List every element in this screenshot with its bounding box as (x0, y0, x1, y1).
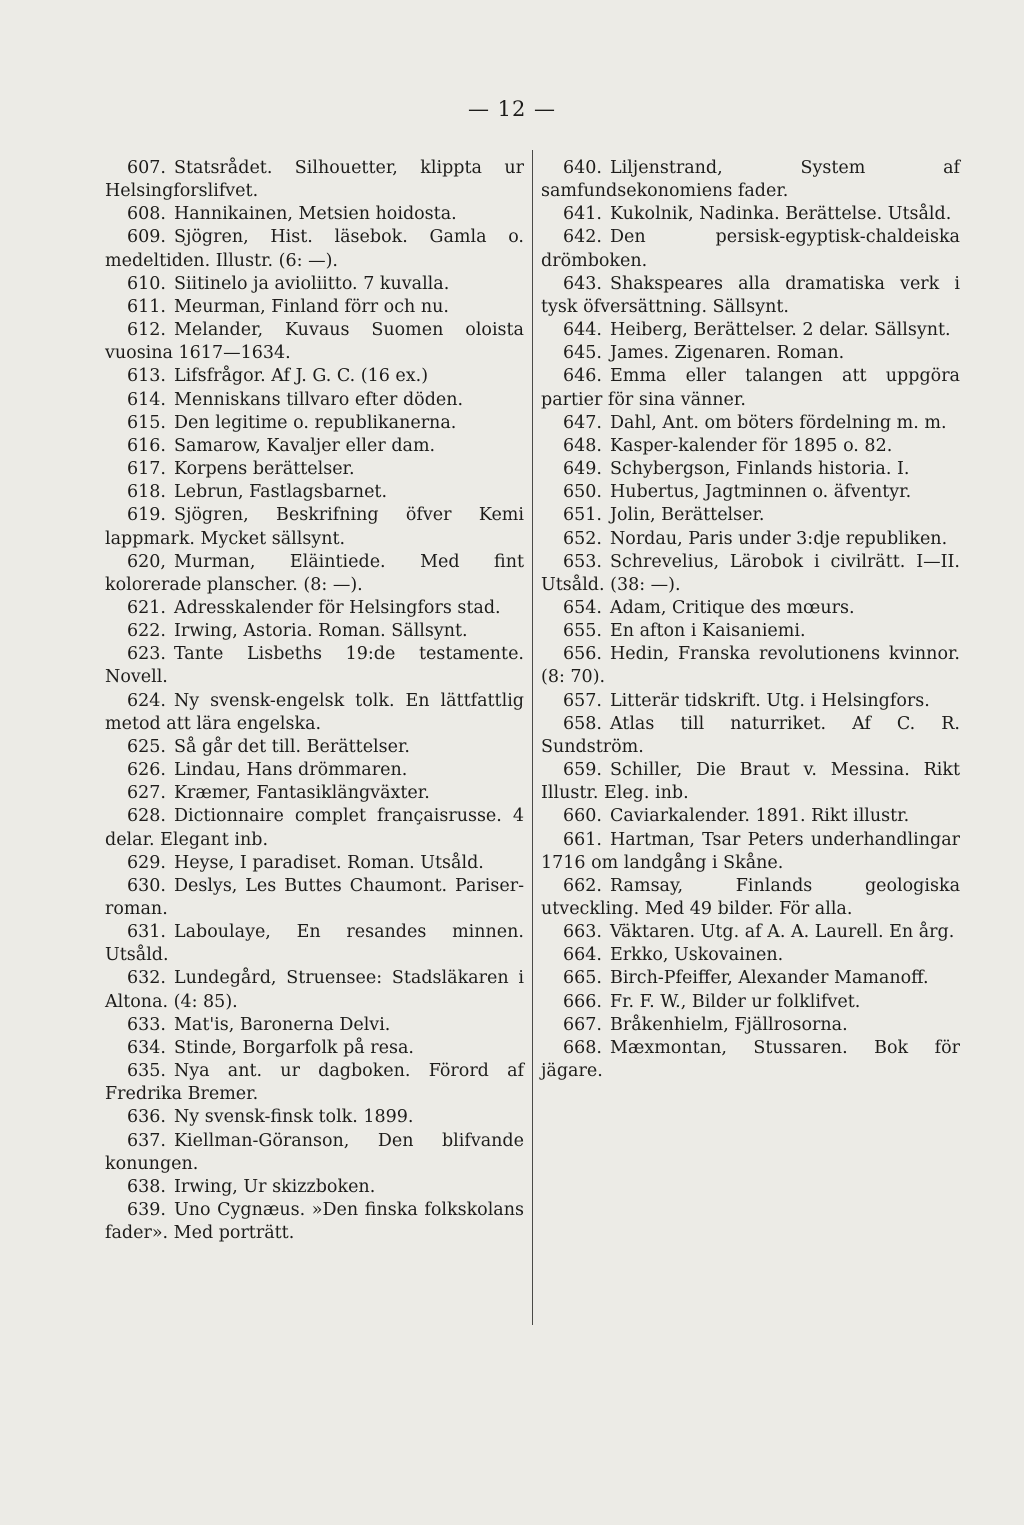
entry-text: Erkko, Uskovainen. (609, 945, 784, 966)
entry-text: Mat'is, Baronerna Delvi. (173, 1014, 391, 1035)
entry-number: 644. (563, 320, 602, 341)
catalog-entry (541, 829, 960, 875)
catalog-entry (541, 991, 960, 1014)
entry-number: 658. (563, 713, 602, 734)
entry-text: Hedin, Franska revolutionens kvinnor. (8: 70). (541, 644, 960, 688)
entry-text: Irwing, Ur skizzboken. (173, 1176, 376, 1197)
entry-number: 617. (127, 459, 166, 480)
entry-text: Lundegård, Struensee: Stadsläkaren i Altona. (4: 85). (105, 968, 524, 1012)
entry-number: 634. (127, 1037, 166, 1058)
catalog-entry (541, 643, 960, 689)
entry-text: Så går det till. Berättelser. (173, 736, 410, 757)
catalog-entry (541, 342, 960, 365)
entry-text: Fr. F. W., Bilder ur folklifvet. (609, 991, 861, 1012)
catalog-entry (105, 921, 524, 967)
entry-text: Melander, Kuvaus Suomen oloista vuosina 1617—1634. (105, 320, 524, 364)
entry-number: 609. (127, 227, 166, 248)
column-divider (532, 150, 533, 1325)
entry-number: 648. (563, 435, 602, 456)
catalog-entry (105, 736, 524, 759)
entry-number: 635. (127, 1061, 166, 1082)
catalog-entry (541, 203, 960, 226)
catalog-entry (541, 528, 960, 551)
entry-text: Deslys, Les Buttes Chaumont. Pariser-roman. (105, 875, 524, 919)
catalog-entry (541, 319, 960, 342)
entry-number: 655. (563, 621, 602, 642)
entry-number: 615. (127, 412, 166, 433)
entry-number: 631. (127, 922, 166, 943)
entry-text: Sjögren, Beskrifning öfver Kemi lappmark. Mycket sällsynt. (105, 505, 524, 549)
catalog-entry (541, 365, 960, 411)
entry-number: 614. (127, 389, 166, 410)
entry-text: Dahl, Ant. om böters fördelning m. m. (609, 412, 947, 433)
catalog-entry (105, 319, 524, 365)
entry-text: Murman, Eläintiede. Med fint kolorerade planscher. (8: —). (105, 551, 524, 595)
catalog-entry (541, 944, 960, 967)
catalog-entry (541, 805, 960, 828)
entry-text: Adam, Critique des mœurs. (609, 597, 855, 618)
entry-number: 641. (563, 204, 602, 225)
catalog-entry (541, 458, 960, 481)
entry-text: Litterär tidskrift. Utg. i Helsingfors. (609, 690, 930, 711)
entry-number: 642. (563, 227, 602, 248)
catalog-entry (105, 296, 524, 319)
entry-text: Statsrådet. Silhouetter, klippta ur Helsingforslifvet. (105, 158, 524, 202)
entry-number: 645. (563, 343, 602, 364)
entry-text: Kræmer, Fantasiklängväxter. (173, 783, 430, 804)
catalog-entry (541, 412, 960, 435)
entry-text: Dictionnaire complet françaisrusse. 4 delar. Elegant inb. (105, 806, 524, 850)
entry-text: Tante Lisbeths 19:de testamente. Novell. (105, 644, 524, 688)
entry-number: 621. (127, 597, 166, 618)
entry-number: 652. (563, 528, 602, 549)
entry-text: Samarow, Kavaljer eller dam. (173, 435, 436, 456)
entry-number: 668. (563, 1037, 602, 1058)
entry-text: Väktaren. Utg. af A. A. Laurell. En årg. (609, 922, 955, 943)
entry-text: James. Zigenaren. Roman. (609, 343, 845, 364)
entry-number: 620, (127, 551, 166, 572)
entry-text: Emma eller talangen att uppgöra partier för sina vänner. (541, 366, 960, 410)
catalog-entry (105, 643, 524, 689)
entry-text: Lebrun, Fastlagsbarnet. (173, 482, 388, 503)
catalog-column-right (541, 157, 960, 1083)
catalog-entry (541, 157, 960, 203)
entry-number: 654. (563, 597, 602, 618)
entry-text: Kasper-kalender för 1895 o. 82. (609, 435, 893, 456)
entry-number: 607. (127, 158, 166, 178)
catalog-entry (105, 226, 524, 272)
catalog-entry (541, 713, 960, 759)
catalog-entry (105, 1037, 524, 1060)
entry-number: 638. (127, 1176, 166, 1197)
entry-text: Ramsay, Finlands geologiska utveckling. Med 49 bilder. För alla. (541, 875, 960, 919)
catalog-entry (541, 481, 960, 504)
entry-text: En afton i Kaisaniemi. (609, 621, 806, 642)
entry-number: 610. (127, 273, 166, 294)
entry-number: 661. (563, 829, 602, 850)
entry-number: 664. (563, 945, 602, 966)
catalog-entry (541, 921, 960, 944)
catalog-entry (541, 967, 960, 990)
entry-number: 616. (127, 435, 166, 456)
page-number: — 12 — (467, 97, 557, 121)
entry-number: 625. (127, 736, 166, 757)
entry-number: 647. (563, 412, 602, 433)
entry-text: Birch-Pfeiffer, Alexander Mamanoff. (609, 968, 929, 989)
catalog-entry (541, 551, 960, 597)
catalog-entry (105, 504, 524, 550)
catalog-entry (105, 1060, 524, 1106)
entry-text: Atlas till naturriket. Af C. R. Sundström. (541, 713, 960, 757)
entry-number: 608. (127, 204, 166, 225)
catalog-entry (105, 481, 524, 504)
catalog-entry (105, 365, 524, 388)
entry-number: 623. (127, 644, 166, 665)
entry-number: 663. (563, 922, 602, 943)
entry-text: Den legitime o. republikanerna. (173, 412, 457, 433)
catalog-entry (105, 852, 524, 875)
catalog-entry (105, 412, 524, 435)
entry-number: 639. (127, 1200, 166, 1221)
entry-text: Jolin, Berättelser. (609, 505, 765, 526)
catalog-entry (541, 226, 960, 272)
catalog-entry (105, 690, 524, 736)
catalog-entry (105, 1014, 524, 1037)
entry-text: Hartman, Tsar Peters underhandlingar 1716 om landgång i Skåne. (541, 829, 960, 873)
entry-text: Heyse, I paradiset. Roman. Utsåld. (173, 852, 484, 873)
catalog-entry (105, 875, 524, 921)
catalog-entry (105, 967, 524, 1013)
entry-number: 629. (127, 852, 166, 873)
entry-text: Caviarkalender. 1891. Rikt illustr. (609, 806, 910, 827)
catalog-entry (105, 759, 524, 782)
catalog-entry (105, 620, 524, 643)
catalog-entry (105, 203, 524, 226)
entry-number: 637. (127, 1130, 166, 1151)
catalog-entry (105, 458, 524, 481)
catalog-entry (105, 551, 524, 597)
entry-text: Schrevelius, Lärobok i civilrätt. I—II. Utsåld. (38: —). (541, 551, 960, 595)
entry-number: 613. (127, 366, 166, 387)
entry-text: Schybergson, Finlands historia. I. (609, 459, 910, 480)
catalog-entry (105, 1106, 524, 1129)
entry-number: 649. (563, 459, 602, 480)
entry-number: 650. (563, 482, 602, 503)
entry-number: 628. (127, 806, 166, 827)
entry-number: 665. (563, 968, 602, 989)
entry-number: 636. (127, 1107, 166, 1128)
entry-text: Meurman, Finland förr och nu. (173, 296, 449, 317)
entry-text: Korpens berättelser. (173, 459, 355, 480)
entry-text: Lifsfrågor. Af J. G. C. (16 ex.) (173, 366, 429, 387)
catalog-entry (541, 435, 960, 458)
entry-number: 622. (127, 621, 166, 642)
catalog-column-left (105, 157, 524, 1245)
entry-text: Liljenstrand, System af samfundsekonomiens fader. (541, 158, 960, 202)
catalog-entry (105, 805, 524, 851)
entry-text: Adresskalender för Helsingfors stad. (173, 597, 501, 618)
entry-text: Den persisk-egyptisk-chaldeiska drömboken. (541, 227, 960, 271)
catalog-entry (541, 1014, 960, 1037)
entry-number: 666. (563, 991, 602, 1012)
catalog-entry (105, 273, 524, 296)
catalog-entry (105, 1130, 524, 1176)
entry-text: Nordau, Paris under 3:dje republiken. (609, 528, 948, 549)
entry-number: 651. (563, 505, 602, 526)
entry-text: Siitinelo ja avioliitto. 7 kuvalla. (173, 273, 450, 294)
entry-number: 633. (127, 1014, 166, 1035)
entry-number: 657. (563, 690, 602, 711)
catalog-entry (105, 1176, 524, 1199)
entry-number: 627. (127, 783, 166, 804)
entry-number: 659. (563, 760, 602, 781)
entry-number: 640. (563, 158, 602, 178)
entry-number: 624. (127, 690, 166, 711)
catalog-entry (541, 690, 960, 713)
entry-number: 611. (127, 296, 166, 317)
entry-text: Sjögren, Hist. läsebok. Gamla o. medeltiden. Illustr. (6: —). (105, 227, 524, 271)
catalog-entry (541, 597, 960, 620)
entry-text: Kiellman-Göranson, Den blifvande konungen. (105, 1130, 524, 1174)
entry-number: 660. (563, 806, 602, 827)
catalog-entry (105, 597, 524, 620)
entry-number: 653. (563, 551, 602, 572)
catalog-entry (541, 875, 960, 921)
catalog-entry (105, 157, 524, 203)
entry-number: 662. (563, 875, 602, 896)
entry-number: 656. (563, 644, 602, 665)
catalog-entry (541, 620, 960, 643)
entry-number: 618. (127, 482, 166, 503)
entry-number: 643. (563, 273, 602, 294)
catalog-entry (105, 1199, 524, 1245)
entry-text: Mæxmontan, Stussaren. Bok för jägare. (541, 1037, 960, 1082)
catalog-entry (541, 504, 960, 527)
entry-text: Laboulaye, En resandes minnen. Utsåld. (105, 922, 524, 966)
entry-number: 619. (127, 505, 166, 526)
entry-text: Menniskans tillvaro efter döden. (173, 389, 464, 410)
entry-text: Ny svensk-finsk tolk. 1899. (173, 1107, 414, 1128)
entry-text: Lindau, Hans drömmaren. (173, 760, 408, 781)
entry-number: 646. (563, 366, 602, 387)
catalog-entry (105, 435, 524, 458)
catalog-entry (105, 389, 524, 412)
entry-text: Uno Cygnæus. »Den finska folkskolans fader». Med porträtt. (105, 1200, 524, 1244)
catalog-entry (541, 273, 960, 319)
entry-number: 630. (127, 875, 166, 896)
entry-number: 667. (563, 1014, 602, 1035)
entry-text: Kukolnik, Nadinka. Berättelse. Utsåld. (609, 204, 952, 225)
entry-text: Stinde, Borgarfolk på resa. (173, 1037, 414, 1058)
entry-text: Ny svensk-engelsk tolk. En lättfattlig metod att lära engelska. (105, 690, 524, 734)
catalog-entry (105, 782, 524, 805)
entry-text: Shakspeares alla dramatiska verk i tysk öfversättning. Sällsynt. (541, 273, 960, 317)
entry-text: Hubertus, Jagtminnen o. äfventyr. (609, 482, 912, 503)
entry-number: 626. (127, 760, 166, 781)
entry-text: Irwing, Astoria. Roman. Sällsynt. (173, 621, 468, 642)
catalog-entry (541, 1037, 960, 1083)
entry-text: Heiberg, Berättelser. 2 delar. Sällsynt. (609, 320, 951, 341)
catalog-entry (541, 759, 960, 805)
entry-number: 632. (127, 968, 166, 989)
entry-text: Nya ant. ur dagboken. Förord af Fredrika Bremer. (105, 1061, 524, 1105)
entry-text: Schiller, Die Braut v. Messina. Rikt Illustr. Eleg. inb. (541, 760, 960, 804)
entry-number: 612. (127, 320, 166, 341)
entry-text: Bråkenhielm, Fjällrosorna. (609, 1014, 848, 1035)
entry-text: Hannikainen, Metsien hoidosta. (173, 204, 457, 225)
